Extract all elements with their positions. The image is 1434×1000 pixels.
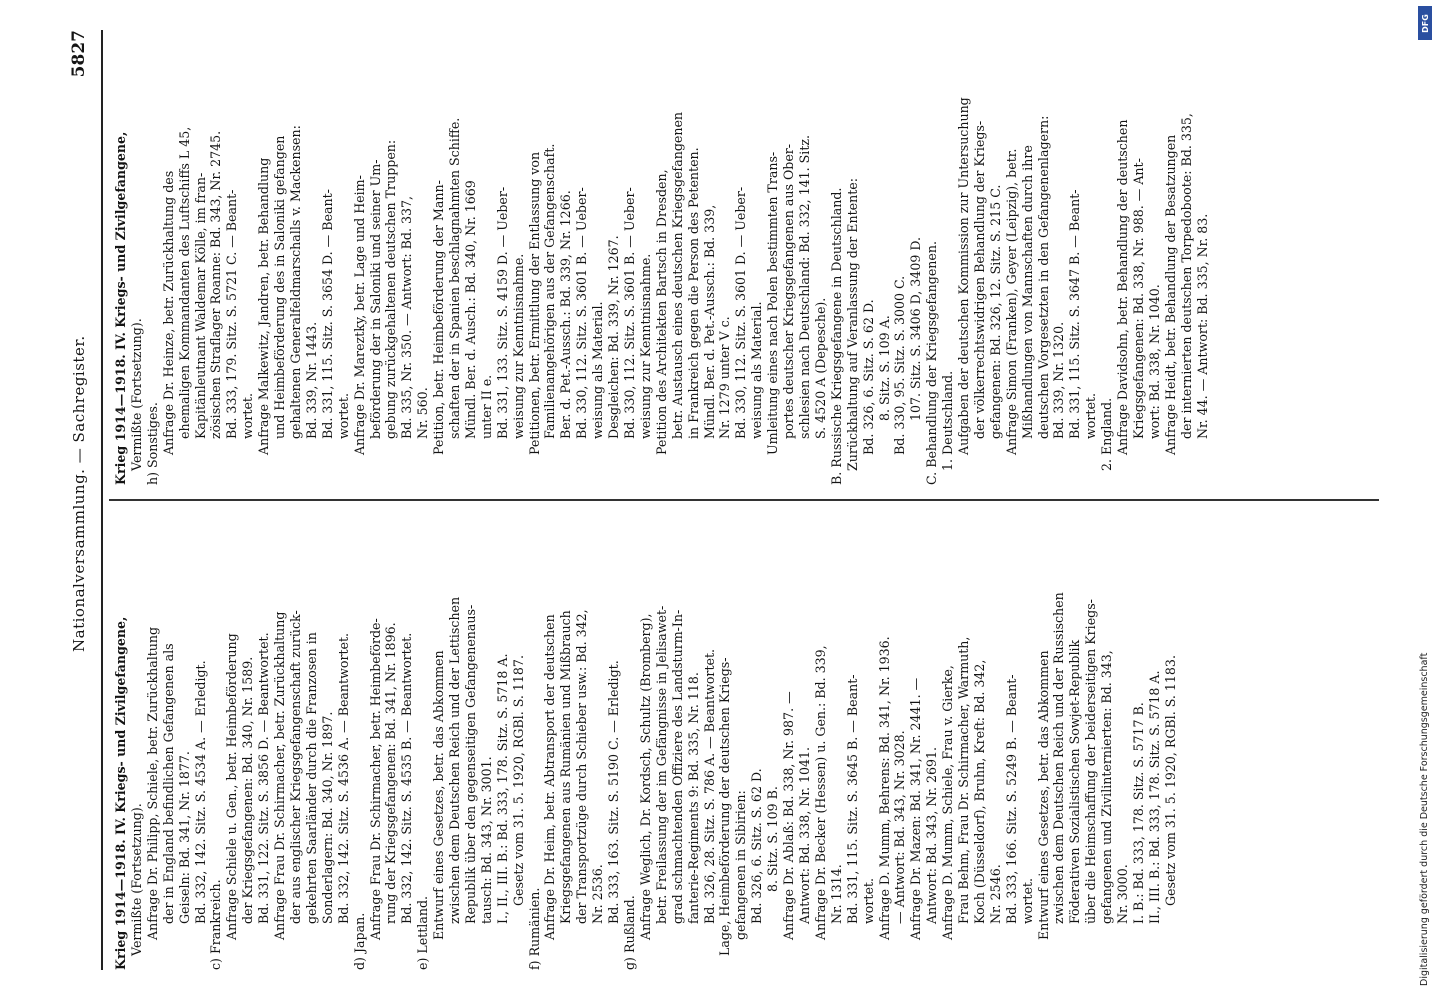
column-divider — [109, 500, 1379, 502]
entry-line: zösischen Straflager Roanne: Bd. 343, Nr. 2745. — [208, 130, 224, 439]
entry-line: weisung zur Kenntnisnahme. — [510, 253, 526, 439]
entry-line: Petition, betr. Heimbeförderung der Mann- — [431, 180, 447, 455]
entry-line: Entwurf eines Gesetzes, betr. das Abkommen — [431, 650, 447, 940]
dfg-logo-text: DFG — [1420, 13, 1430, 33]
entry-line: gefangenen und Zivilinternierten: Bd. 343, — [1099, 650, 1115, 924]
entry-line: Nr. 560. — [415, 387, 431, 439]
entry-line: C. Behandlung der Kriegsgefangenen. — [924, 241, 940, 485]
entry-line: Desgleichen: Bd. 339, Nr. 1267. — [606, 235, 622, 439]
entry-line: Bd. 333, 179. Sitz. S. 5721 C. — Beant- — [224, 189, 240, 439]
entry-line: Anfrage Davidsohn, betr. Behandlung der deutschen — [1115, 119, 1131, 455]
entry-line: f) Rumänien. — [526, 887, 542, 970]
entry-line: fanterie-Regiments 9: Bd. 335, Nr. 118. — [685, 672, 701, 924]
entry-line: Petition des Architekten Bartsch in Dresden, — [653, 169, 669, 455]
entry-line: gekehrten Saarländer durch die Franzosen in — [303, 632, 319, 924]
entry-line: Bd. 339, Nr. 1320. — [1051, 321, 1067, 439]
entry-line: Gesetz vom 31. 5. 1920, RGBl. S. 1187. — [510, 655, 526, 906]
entry-line: Umleitung eines nach Polen bestimmten Trans- — [765, 151, 781, 455]
entry-line: Bd. 331, 133. Sitz. S. 4159 D. — Ueber- — [494, 186, 510, 439]
entry-line: wortet. — [335, 393, 351, 439]
entry-line: Bd. 326, 28. Sitz. S. 786 A. — Beantwortet. — [701, 648, 717, 924]
entry-line: Anfrage D. Mumm, Schiele, Frau v. Gierke, — [940, 665, 956, 940]
entry-line: Frau Behm, Frau Dr. Schirmacher, Warmuth, — [956, 636, 972, 924]
entry-line: weisung zur Kenntnisnahme. — [637, 253, 653, 439]
entry-line: Bd. 331, 115. Sitz. S. 3654 D. — Beant- — [319, 189, 335, 439]
entry-line: Bd. 333, 163. Sitz. S. 5190 C. — Erledigt. — [606, 660, 622, 924]
entry-line: wortet. — [860, 878, 876, 924]
entry-line: Krieg 1914—1918. IV. Kriegs- und Zivilgefangene, — [113, 616, 128, 970]
entry-line: Kapitänleutnant Waldemar Kölle, im fran- — [192, 172, 208, 439]
entry-line: Kriegsgefangenen: Bd. 338, Nr. 988. — Ant- — [1131, 158, 1146, 439]
entry-line: Anfrage Dr. Philipp, Schiele, betr. Zurückhaltung — [144, 626, 160, 940]
entry-line: Sonderlagern: Bd. 340, Nr. 1897. — [319, 711, 335, 924]
right-column — [113, 30, 1373, 485]
entry-line: 8. Sitz. S. 109 A. — [876, 315, 892, 421]
entry-line: Anfrage Frau Dr. Schirmacher, betr. Heimbeförde- — [367, 618, 383, 940]
side-note-text: Digitalisierung gefördert durch die Deutsche Forschungsgemeinschaft — [1419, 652, 1430, 986]
entry-line: I., II., III. B.: Bd. 333, 178. Sitz. S. 5718 A. — [494, 653, 510, 924]
entry-line: weisung als Material. — [590, 301, 606, 439]
entry-line: Bd. 330, 95. Sitz. S. 3000 C. — [892, 275, 908, 455]
entry-line: Mündl. Ber. d. Pet.-Aussch.: Bd. 339, — [701, 204, 717, 439]
entry-line: Anfrage Heidt, betr. Behandlung der Besatzungen — [1162, 134, 1178, 455]
entry-line: Gesetz vom 31. 5. 1920, RGBl. S. 1183. — [1162, 655, 1178, 906]
entry-line: portes deutscher Kriegsgefangenen aus Ober- — [781, 143, 797, 439]
entry-line: Bd. 335, Nr. 350. — Antwort: Bd. 337, — [399, 196, 415, 439]
rotated-page — [47, 30, 1387, 970]
entry-line: Anfrage D. Mumm, Behrens: Bd. 341, Nr. 1936. — [876, 636, 892, 940]
entry-line: Bd. 330, 112. Sitz. S. 3601 B. — Ueber- — [622, 187, 637, 439]
entry-line: Antwort: Bd. 343, Nr. 2691. — [924, 746, 940, 924]
entry-line: der aus englischer Kriegsgefangenschaft zurück- — [287, 610, 303, 924]
entry-line: Anfrage Schiele u. Gen., betr. Heimbeförderung — [224, 633, 240, 940]
entry-line: Bd. 339, Nr. 1443. — [303, 321, 319, 439]
entry-line: Anfrage Frau Dr. Schirmacher, betr. Zurückhaltung — [272, 611, 288, 940]
entry-line: Aufgaben der deutschen Kommission zur Untersuchung — [956, 97, 972, 455]
entry-line: II., III. B.: Bd. 333, 178. Sitz. S. 5718 A. — [1146, 670, 1162, 924]
entry-line: der in England befindlichen Gefangenen als — [160, 643, 176, 924]
entry-line: Petitionen, betr. Ermittlung der Entlassung von — [526, 151, 542, 455]
entry-line: der Transportzüge durch Schieber usw.: Bd. 342, — [574, 609, 590, 924]
entry-line: wortet. — [240, 393, 256, 439]
page-header — [69, 30, 93, 970]
entry-line: d) Japan. — [351, 912, 367, 970]
entry-line: gefangenen in Sibirien: — [733, 790, 749, 940]
page-number: 5827 — [69, 30, 89, 78]
entry-line: und Heimbeförderung des in Saloniki gefangen — [272, 135, 288, 439]
entry-line: Mündl. Ber. d. Ausch.: Bd. 340, Nr. 1669 — [462, 180, 478, 439]
header-title: Nationalversammlung. — Sachregister. — [70, 335, 88, 652]
entry-line: Föderativen Sozialistischen Sowjet-Republik — [1067, 639, 1083, 924]
left-column — [113, 515, 1373, 970]
entry-line: Bd. 331, 115. Sitz. S. 3647 B. — Beant- — [1067, 189, 1083, 439]
entry-line: Anfrage Dr. Ablaß: Bd. 338, Nr. 987. — — [781, 691, 797, 940]
entry-line: Nr. 1314. — [828, 864, 844, 924]
entry-line: Anfrage Dr. Becker (Hessen) u. Gen.: Bd. 339, — [812, 645, 828, 940]
entry-line: Antwort: Bd. 338, Nr. 1041. — [796, 746, 812, 924]
entry-line: Bd. 326, 6. Sitz. S. 62 D. — [749, 768, 765, 924]
entry-line: wort: Bd. 338, Nr. 1040. — [1146, 284, 1162, 439]
entry-line: Bd. 332, 142. Sitz. S. 4536 A. — Beantwortet. — [335, 632, 351, 924]
entry-line: Anfrage Malkewitz, Jandren, betr. Behandlung — [256, 157, 272, 455]
entry-line: Bd. 330, 112. Sitz. S. 3601 D. — Ueber- — [733, 186, 749, 439]
entry-line: Lage, Heimbeförderung der deutschen Kriegs- — [717, 657, 733, 956]
entry-line: 8. Sitz. S. 109 B. — [765, 786, 781, 892]
entry-line: Anfrage Dr. Mareztky, betr. Lage und Heim- — [351, 175, 367, 455]
entry-line: der Kriegsgefangenen: Bd. 340, Nr. 1589. — [240, 656, 256, 924]
entry-line: Entwurf eines Gesetzes, betr. das Abkommen — [1035, 650, 1051, 940]
entry-line: Nr. 44. — Antwort: Bd. 335, Nr. 83. — [1194, 213, 1210, 439]
entry-line: Ber. d. Pet.-Aussch.: Bd. 339, Nr. 1266. — [558, 190, 574, 439]
entry-line: betr. Austausch eines deutschen Kriegsgefangenen — [669, 111, 685, 439]
entry-line: 107. Sitz. S. 3406 D, 3409 D. — [908, 237, 924, 421]
entry-line: deutschen Vorgesetzten in den Gefangenenlagern: — [1035, 115, 1051, 439]
entry-line: Mißhandlungen von Mannschaften durch ihre — [1019, 145, 1035, 439]
entry-line: wortet. — [1083, 393, 1099, 439]
entry-line: Anfrage Weglich, Dr. Kordsch, Schultz (Bromberg), — [637, 613, 653, 940]
entry-line: Familienangehörigen aus der Gefangenschaft. — [542, 143, 558, 439]
entry-line: schaften der in Spanien beschlagnahmten Schiffe. — [447, 117, 463, 439]
entry-line: Bd. 331, 122. Sitz. S. 3856 D. — Beantwortet. — [256, 632, 272, 924]
entry-line: zwischen dem Deutschen Reich und der Lettischen — [447, 596, 463, 924]
entry-line: gefangenen: Bd. 326, 12. Sitz. S. 215 C. — [987, 184, 1003, 439]
side-note — [1418, 6, 1432, 994]
entry-line: Bd. 331, 115. Sitz. S. 3645 B. — Beant- — [844, 674, 860, 924]
entry-line: gehaltenen Generalfeldmarschalls v. Mackensen: — [287, 125, 303, 439]
entry-line: unter II e. — [478, 374, 494, 439]
entry-line: Nr. 2536. — [590, 864, 606, 924]
entry-line: Nr. 1279 unter V c. — [717, 316, 733, 439]
entry-line: Anfrage Dr. Heim, betr. Abtransport der deutschen — [542, 614, 558, 940]
entry-line: Bd. 326, 6. Sitz. S. 62 D. — [860, 299, 876, 455]
entry-line: Krieg 1914—1918. IV. Kriegs- und Zivilgefangene, — [113, 131, 128, 485]
entry-line: über die Heimschaffung der beiderseitigen Kriegs- — [1083, 599, 1099, 924]
entry-line: rung der Kriegsgefangenen: Bd. 341, Nr. 1896. — [383, 622, 399, 924]
entry-line: Republik über den gegenseitigen Gefangenenaus- — [462, 604, 478, 924]
entry-line: weisung als Material. — [749, 301, 765, 439]
entry-line: g) Rußland. — [622, 895, 637, 970]
entry-line: Bd. 330, 112. Sitz. S. 3601 B. — Ueber- — [574, 187, 590, 439]
entry-line: Bd. 332, 142. Sitz. S. 4534 A. — Erledigt. — [192, 660, 208, 924]
entry-line: der internierten deutschen Torpedoboote: Bd. 335, — [1178, 113, 1194, 439]
entry-line: Nr. 2546. — [987, 864, 1003, 924]
dfg-logo — [1418, 6, 1432, 40]
entry-line: ehemaligen Kommandanten des Luftschiffs L 45, — [176, 126, 192, 439]
entry-line: grad schmachtenden Offiziere des Landsturm-In- — [669, 609, 685, 924]
entry-line: Zurückhaltung auf Veranlassung der Entente: — [844, 178, 860, 471]
entry-line: Koch (Düsseldorf), Bruhn, Kreft: Bd. 342, — [971, 659, 987, 924]
entry-line: Geiseln: Bd. 341, Nr. 1877. — [176, 751, 192, 924]
entry-line: wortet. — [1019, 878, 1035, 924]
entry-line: B. Russische Kriegsgefangene in Deutschland. — [828, 187, 844, 485]
entry-line: h) Sonstiges. — [144, 402, 160, 485]
entry-line: I. B.: Bd. 333, 178. Sitz. S. 5717 B. — [1131, 702, 1146, 924]
entry-line: 2. England. — [1099, 397, 1115, 471]
entry-line: zwischen dem Deutschen Reich und der Russischen — [1051, 592, 1067, 924]
entry-line: — Antwort: Bd. 343, Nr. 3028. — [892, 730, 908, 924]
entry-line: 1. Deutschland. — [940, 370, 956, 471]
entry-line: betr. Freilassung der im Gefängnisse in Jelisawet- — [653, 605, 669, 924]
entry-line: c) Frankreich. — [208, 879, 224, 970]
entry-line: S. 4520 A (Depesche). — [812, 297, 828, 439]
entry-line: der völkerrechtswidrigen Behandlung der Kriegs- — [971, 120, 987, 439]
entry-line: gebung zurückgehaltenen deutschen Truppen: — [383, 139, 399, 439]
entry-line: beförderung der in Saloniki und seiner Um- — [367, 159, 383, 439]
entry-line: schlesien nach Deutschland: Bd. 332, 141. Sitz. — [796, 134, 812, 439]
entry-line: Vermißte (Fortsetzung). — [128, 318, 144, 471]
entry-line: Anfrage Dr. Heinze, betr. Zurückhaltung des — [160, 170, 176, 455]
entry-line: Kriegsgefangenen aus Rumänien und Mißbrauch — [558, 610, 574, 924]
entry-line: Vermißte (Fortsetzung). — [128, 803, 144, 956]
header-rule — [101, 30, 103, 970]
entry-line: in Frankreich gegen die Person des Petenten. — [685, 147, 701, 439]
entry-line: Anfrage Simon (Franken), Geyer (Leipzig), betr. — [1003, 148, 1019, 455]
entry-line: tausch: Bd. 343, Nr. 3001. — [478, 756, 494, 924]
entry-line: e) Lettland. — [415, 895, 431, 970]
entry-line: Anfrage Dr. Mazen: Bd. 341, Nr. 2441. — — [908, 677, 924, 940]
entry-line: Bd. 333, 166. Sitz. S. 5249 B. — Beant- — [1003, 674, 1019, 924]
entry-line: Nr. 3000. — [1115, 864, 1131, 924]
entry-line: Bd. 332, 142. Sitz. S. 4535 B. — Beantwortet. — [399, 632, 415, 924]
